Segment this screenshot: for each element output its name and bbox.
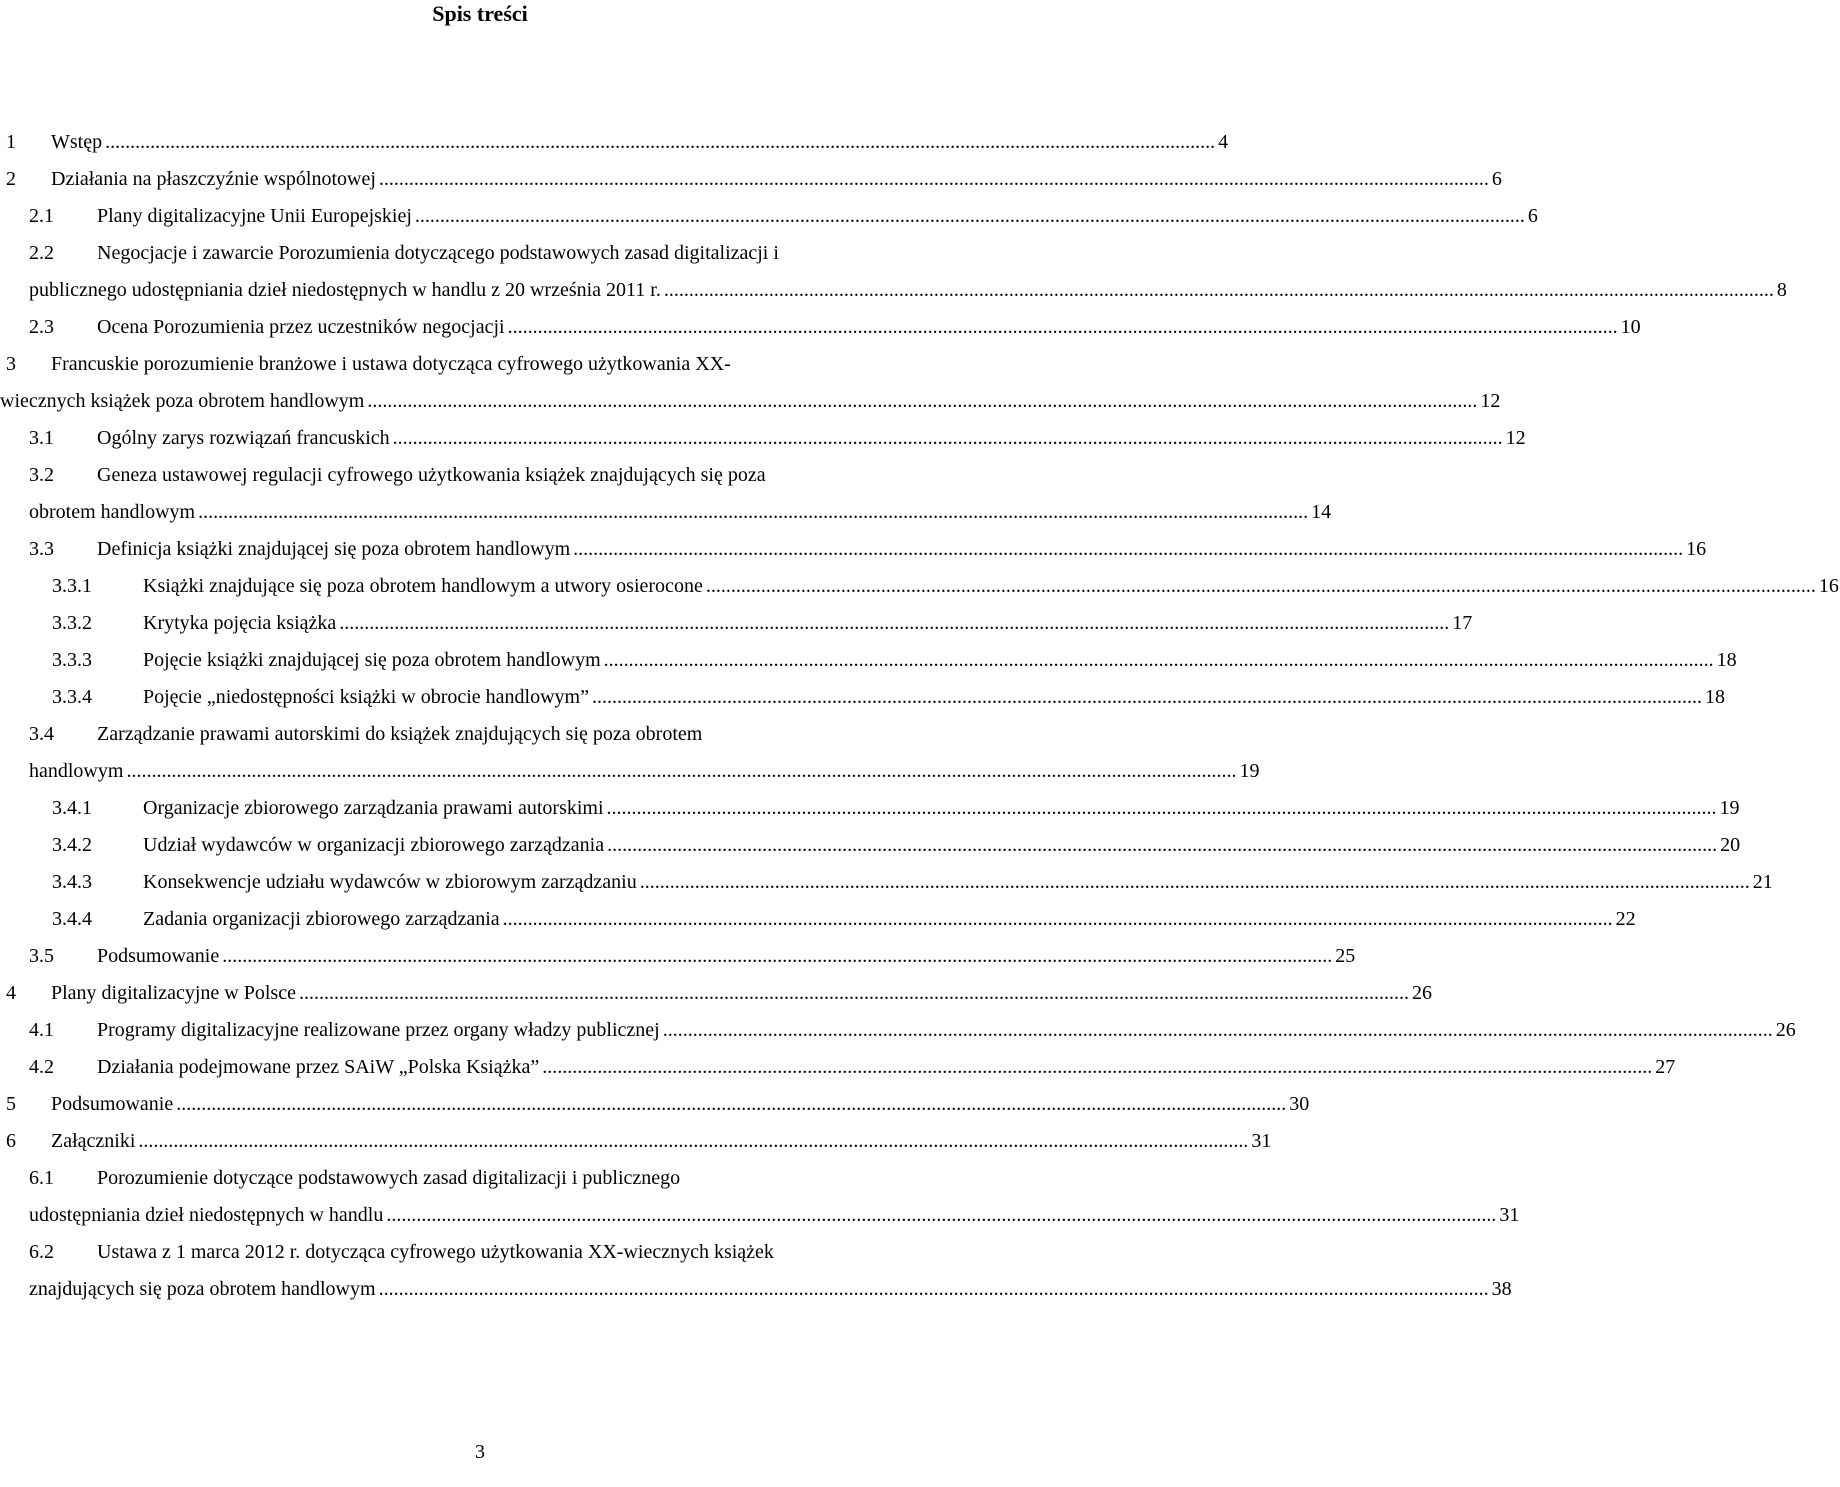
toc-entry[interactable] <box>0 346 960 383</box>
toc-leader-dots <box>508 309 1618 346</box>
toc-entry[interactable] <box>0 975 1432 1012</box>
toc-leader-dots <box>663 1012 1773 1049</box>
toc-entry-title-continued: znajdujących się poza obrotem handlowym <box>29 1278 376 1300</box>
toc-entry-number: 2.1 <box>29 205 54 227</box>
toc-entry-number: 3 <box>6 353 16 375</box>
toc-entry[interactable] <box>0 716 960 753</box>
toc-entry[interactable] <box>0 901 1636 938</box>
toc-entry-title: Zarządzanie prawami autorskimi do książek znajdujących się poza obrotem <box>97 723 703 745</box>
toc-entry-continuation[interactable] <box>0 494 1332 531</box>
toc-entry-title: Działania na płaszczyźnie wspólnotowej <box>51 168 376 190</box>
toc-entry-number: 2 <box>6 168 16 190</box>
toc-entry-page: 31 <box>1499 1204 1520 1226</box>
toc-entry-title: Pojęcie „niedostępności książki w obrocie handlowym” <box>143 686 589 708</box>
toc-leader-dots <box>706 568 1816 605</box>
toc-entry-number: 6.2 <box>29 1241 54 1263</box>
toc-leader-dots <box>664 272 1774 309</box>
toc-entry-page: 6 <box>1491 168 1502 190</box>
toc-entry[interactable] <box>0 1086 1310 1123</box>
toc-entry-title: Załączniki <box>51 1130 136 1152</box>
toc-entry-number: 2.3 <box>29 316 54 338</box>
toc-entry-continuation[interactable] <box>0 1197 1520 1234</box>
toc-entry[interactable] <box>0 161 1502 198</box>
toc-entry-title-continued: wiecznych książek poza obrotem handlowym <box>0 390 365 412</box>
toc-entry[interactable] <box>0 309 1641 346</box>
toc-entry-title: Zadania organizacji zbiorowego zarządzania <box>143 908 500 930</box>
toc-entry-title: Wstęp <box>51 131 103 153</box>
toc-entry[interactable] <box>0 864 1773 901</box>
toc-entry-number: 3.3.4 <box>52 686 92 708</box>
toc-entry-title-continued: udostępniania dzieł niedostępnych w handlu <box>29 1204 384 1226</box>
toc-entry-title: Francuskie porozumienie branżowe i ustawa dotycząca cyfrowego użytkowania XX- <box>51 353 731 375</box>
toc-leader-dots <box>607 827 1717 864</box>
toc-entry[interactable] <box>0 568 1839 605</box>
toc-entry[interactable] <box>0 124 1229 161</box>
toc-entry-title-continued: obrotem handlowym <box>29 501 196 523</box>
toc-entry[interactable] <box>0 679 1725 716</box>
toc-entry-number: 3.2 <box>29 464 54 486</box>
toc-leader-dots <box>126 753 1236 790</box>
toc-entry-page: 10 <box>1620 316 1641 338</box>
toc-entry-title: Podsumowanie <box>51 1093 174 1115</box>
toc-entry-page: 12 <box>1505 427 1526 449</box>
toc-entry-page: 18 <box>1716 649 1737 671</box>
toc-entry-number: 3.4.1 <box>52 797 92 819</box>
toc-entry[interactable] <box>0 827 1741 864</box>
toc-entry-title: Udział wydawców w organizacji zbiorowego zarządzania <box>143 834 605 856</box>
toc-entry-page: 12 <box>1480 390 1501 412</box>
toc-entry-number: 3.4.4 <box>52 908 92 930</box>
toc-entry-number: 3.3.1 <box>52 575 92 597</box>
toc-entry[interactable] <box>0 790 1740 827</box>
page-title: Spis treści <box>432 1 528 26</box>
toc-entry-title: Geneza ustawowej regulacji cyfrowego użytkowania książek znajdujących się poza <box>97 464 766 486</box>
toc-entry-title: Definicja książki znajdującej się poza obrotem handlowym <box>97 538 571 560</box>
toc-entry-page: 21 <box>1752 871 1773 893</box>
toc-entry-title: Plany digitalizacyjne w Polsce <box>51 982 296 1004</box>
toc-entry-title: Programy digitalizacyjne realizowane przez organy władzy publicznej <box>97 1019 660 1041</box>
toc-entry-page: 19 <box>1719 797 1740 819</box>
toc-entry-number: 3.5 <box>29 945 54 967</box>
toc-entry-page: 18 <box>1705 686 1725 708</box>
toc-entry-title: Pojęcie książki znajdującej się poza obrotem handlowym <box>143 649 601 671</box>
toc-entry-page: 22 <box>1615 908 1636 930</box>
toc-entry-title: Plany digitalizacyjne Unii Europejskiej <box>97 205 412 227</box>
toc-entry-title-continued: publicznego udostępniania dzieł niedostępnych w handlu z 20 września 2011 r. <box>29 279 661 301</box>
toc-entry-number: 3.4.3 <box>52 871 92 893</box>
toc-entry[interactable] <box>0 605 1473 642</box>
toc-entry-title-continued: handlowym <box>29 760 124 782</box>
toc-entry-number: 3.1 <box>29 427 54 449</box>
toc-leader-dots <box>176 1086 1286 1123</box>
toc-leader-dots <box>592 679 1702 716</box>
toc-leader-dots <box>367 383 1477 420</box>
toc-entry-page: 27 <box>1655 1056 1676 1078</box>
toc-entry-number: 4.1 <box>29 1019 54 1041</box>
toc-leader-dots <box>198 494 1308 531</box>
toc-entry-page: 16 <box>1818 575 1839 597</box>
toc-entry-page: 20 <box>1720 834 1741 856</box>
toc-entry-continuation[interactable] <box>0 272 1787 309</box>
table-of-contents <box>0 124 1839 1308</box>
toc-leader-dots <box>542 1049 1652 1086</box>
toc-entry-title: Konsekwencje udziału wydawców w zbiorowym zarządzaniu <box>143 871 637 893</box>
toc-entry[interactable] <box>0 1160 960 1197</box>
toc-entry-page: 17 <box>1452 612 1473 634</box>
toc-entry-number: 4 <box>6 982 16 1004</box>
toc-leader-dots <box>604 642 1714 679</box>
toc-entry[interactable] <box>0 457 960 494</box>
toc-entry-number: 3.3 <box>29 538 54 560</box>
toc-entry[interactable] <box>0 938 1356 975</box>
toc-entry[interactable] <box>0 531 1707 568</box>
toc-leader-dots <box>105 124 1215 161</box>
page-number: 3 <box>475 1441 485 1463</box>
toc-entry[interactable] <box>0 420 1526 457</box>
toc-entry-title: Porozumienie dotyczące podstawowych zasad digitalizacji i publicznego <box>97 1167 681 1189</box>
toc-entry-title: Organizacje zbiorowego zarządzania prawami autorskimi <box>143 797 604 819</box>
toc-entry-number: 3.4.2 <box>52 834 92 856</box>
toc-entry-title: Podsumowanie <box>97 945 220 967</box>
toc-leader-dots <box>640 864 1750 901</box>
toc-entry-title: Książki znajdujące się poza obrotem handlowym a utwory osierocone <box>143 575 703 597</box>
toc-entry-number: 3.3.3 <box>52 649 92 671</box>
toc-entry-page: 4 <box>1218 131 1229 153</box>
toc-entry[interactable] <box>0 198 1538 235</box>
toc-entry-number: 6 <box>6 1130 16 1152</box>
toc-leader-dots <box>393 420 1503 457</box>
toc-entry-page: 26 <box>1775 1019 1796 1041</box>
toc-leader-dots <box>299 975 1409 1012</box>
toc-entry-title: Ustawa z 1 marca 2012 r. dotycząca cyfrowego użytkowania XX-wiecznych książek <box>97 1241 774 1263</box>
toc-entry-number: 6.1 <box>29 1167 54 1189</box>
toc-entry[interactable] <box>0 235 960 272</box>
toc-entry[interactable] <box>0 642 1737 679</box>
toc-entry-number: 4.2 <box>29 1056 54 1078</box>
toc-entry-page: 30 <box>1289 1093 1310 1115</box>
toc-entry[interactable] <box>0 1012 1796 1049</box>
toc-entry-continuation[interactable] <box>0 1271 1512 1308</box>
toc-entry-title: Krytyka pojęcia książka <box>143 612 337 634</box>
toc-entry[interactable] <box>0 1049 1676 1086</box>
toc-leader-dots <box>339 605 1449 642</box>
toc-entry-title: Ocena Porozumienia przez uczestników negocjacji <box>97 316 505 338</box>
toc-entry-continuation[interactable] <box>0 753 1260 790</box>
toc-entry-title: Działania podejmowane przez SAiW „Polska Książka” <box>97 1056 540 1078</box>
toc-entry-continuation[interactable] <box>0 383 1501 420</box>
toc-leader-dots <box>379 161 1489 198</box>
toc-entry-title: Ogólny zarys rozwiązań francuskich <box>97 427 390 449</box>
toc-entry-page: 26 <box>1411 982 1432 1004</box>
toc-entry-page: 19 <box>1239 760 1260 782</box>
toc-leader-dots <box>607 790 1717 827</box>
toc-leader-dots <box>386 1197 1496 1234</box>
toc-entry-page: 14 <box>1311 501 1332 523</box>
toc-entry-number: 2.2 <box>29 242 54 264</box>
toc-entry-number: 3.3.2 <box>52 612 92 634</box>
toc-entry-page: 25 <box>1335 945 1356 967</box>
toc-entry-page: 8 <box>1776 279 1787 301</box>
toc-entry-title: Negocjacje i zawarcie Porozumienia dotyczącego podstawowych zasad digitalizacji i <box>97 242 779 264</box>
toc-entry-number: 1 <box>6 131 16 153</box>
toc-entry-number: 3.4 <box>29 723 54 745</box>
toc-leader-dots <box>573 531 1683 568</box>
toc-leader-dots <box>415 198 1525 235</box>
toc-entry-page: 16 <box>1686 538 1707 560</box>
toc-entry-page: 6 <box>1527 205 1538 227</box>
toc-entry-number: 5 <box>6 1093 16 1115</box>
toc-leader-dots <box>503 901 1613 938</box>
toc-entry[interactable] <box>0 1234 960 1271</box>
toc-leader-dots <box>222 938 1332 975</box>
toc-entry-page: 31 <box>1251 1130 1272 1152</box>
toc-entry[interactable] <box>0 1123 1272 1160</box>
toc-entry-page: 38 <box>1491 1278 1512 1300</box>
toc-leader-dots <box>379 1271 1489 1308</box>
toc-leader-dots <box>138 1123 1248 1160</box>
